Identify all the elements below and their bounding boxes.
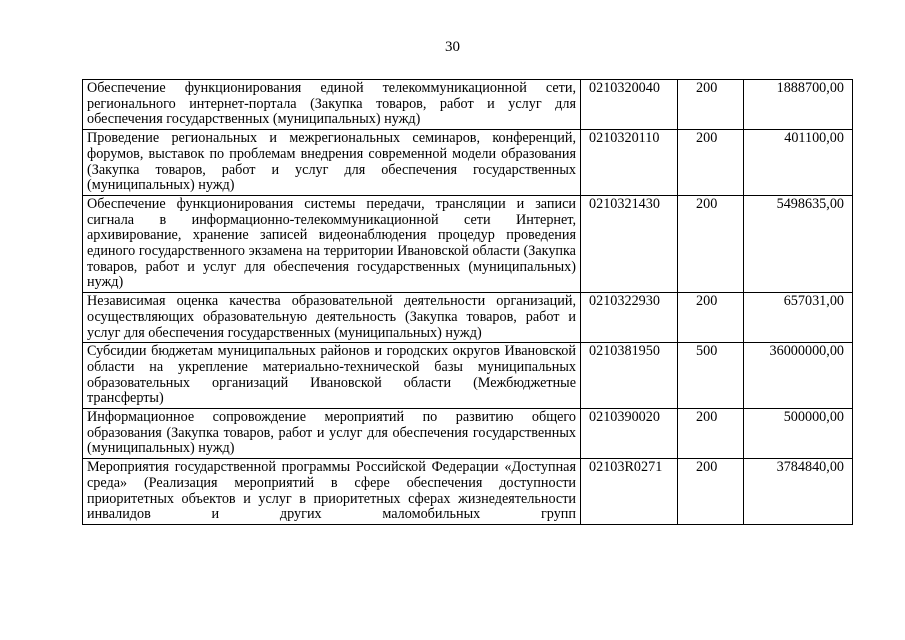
row-code: 0210320040 <box>581 80 678 130</box>
page-number: 30 <box>445 39 460 55</box>
row-code: 0210320110 <box>581 130 678 196</box>
row-expense-type: 200 <box>678 195 744 292</box>
table-row <box>83 195 853 292</box>
table-row <box>83 293 853 343</box>
row-expense-type: 200 <box>678 130 744 196</box>
row-description: Независимая оценка качества образовательной деятельности организаций, осуществляющих образовательную деятельность (Закупка товаров, работ и услуг для обеспечения государственных (муниципальных) нужд) <box>83 293 581 343</box>
row-amount: 5498635,00 <box>744 195 853 292</box>
row-amount: 3784840,00 <box>744 459 853 525</box>
table-row <box>83 343 853 409</box>
row-amount: 657031,00 <box>744 293 853 343</box>
table-row <box>83 459 853 525</box>
row-amount: 401100,00 <box>744 130 853 196</box>
table-row <box>83 409 853 459</box>
row-code: 0210381950 <box>581 343 678 409</box>
row-description: Информационное сопровождение мероприятий по развитию общего образования (Закупка товаров, работ и услуг для обеспечения государственных (муниципальных) нужд) <box>83 409 581 459</box>
row-description: Проведение региональных и межрегиональных семинаров, конференций, форумов, выставок по проблемам внедрения современной модели образования (Закупка товаров, работ и услуг для обеспечения государственных (муниципальных) нужд) <box>83 130 581 196</box>
row-expense-type: 500 <box>678 343 744 409</box>
row-amount: 500000,00 <box>744 409 853 459</box>
row-code: 0210321430 <box>581 195 678 292</box>
row-description: Мероприятия государственной программы Российской Федерации «Доступная среда» (Реализация мероприятий в сфере обеспечения доступности приоритетных объектов и услуг в приоритетных сферах жизнедеятельности инвалидов и других маломобильных групп <box>83 459 581 525</box>
table-row <box>83 80 853 130</box>
row-expense-type: 200 <box>678 293 744 343</box>
row-expense-type: 200 <box>678 459 744 525</box>
row-code: 0210322930 <box>581 293 678 343</box>
row-amount: 1888700,00 <box>744 80 853 130</box>
row-expense-type: 200 <box>678 409 744 459</box>
row-description: Обеспечение функционирования системы передачи, трансляции и записи сигнала в информационно-телекоммуникационной сети Интернет, архивирование, хранение записей видеонаблюдения процедур проведения единого государственного экзамена на территории Ивановской области (Закупка товаров, работ и услуг для обеспечения государственных (муниципальных) нужд) <box>83 195 581 292</box>
row-code: 02103R0271 <box>581 459 678 525</box>
row-amount: 36000000,00 <box>744 343 853 409</box>
table-row <box>83 130 853 196</box>
row-expense-type: 200 <box>678 80 744 130</box>
row-description: Субсидии бюджетам муниципальных районов и городских округов Ивановской области на укрепление материально-технической базы муниципальных образовательных организаций Ивановской области (Межбюджетные трансферты) <box>83 343 581 409</box>
budget-table <box>82 79 853 525</box>
row-description: Обеспечение функционирования единой телекоммуникационной сети, регионального интернет-портала (Закупка товаров, работ и услуг для обеспечения государственных (муниципальных) нужд) <box>83 80 581 130</box>
row-code: 0210390020 <box>581 409 678 459</box>
